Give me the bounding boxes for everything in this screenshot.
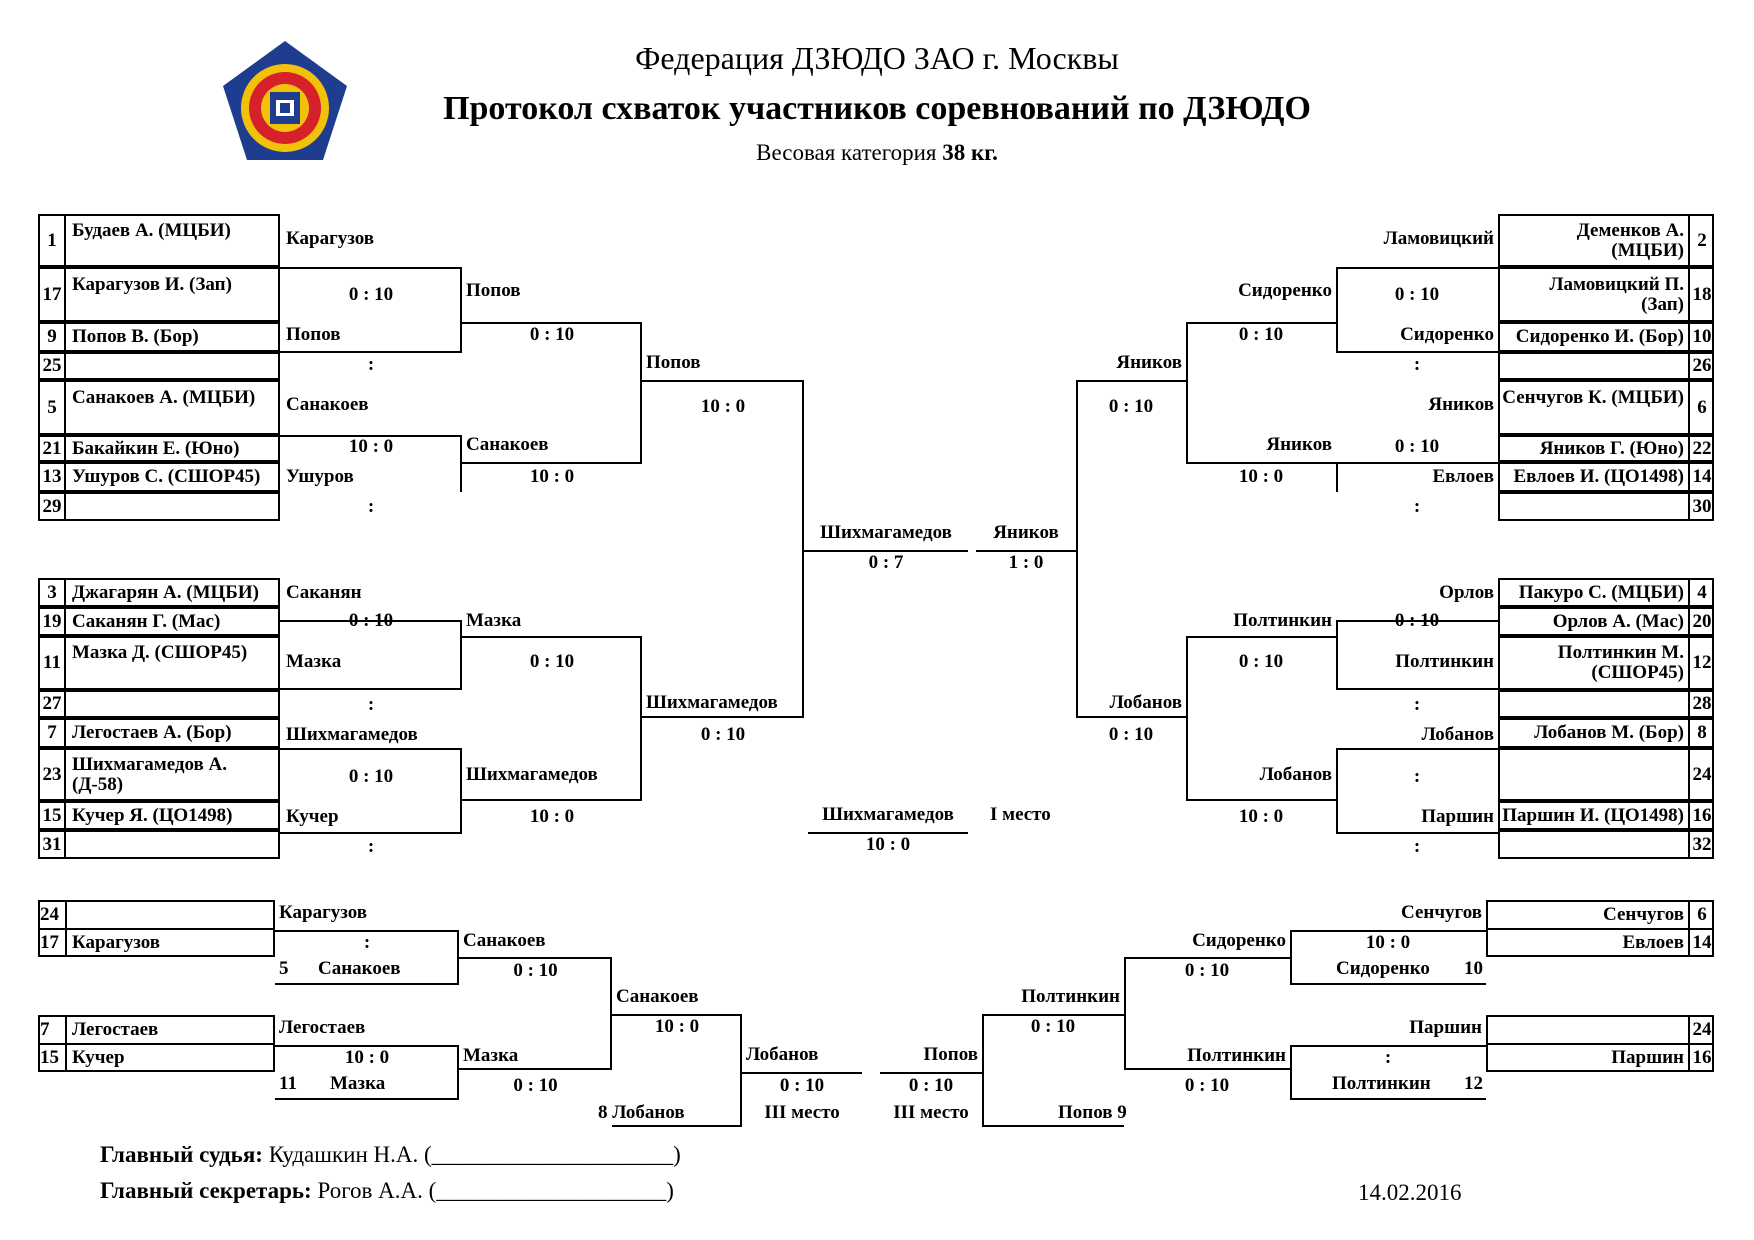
final-score: 10 : 0: [865, 834, 911, 855]
left-r2-score: 10 : 0: [529, 806, 575, 827]
right-r1-winner: Паршин: [1421, 806, 1494, 827]
right-r1-winner: Сидоренко: [1400, 324, 1494, 345]
rep-left-seed-num: 11: [279, 1073, 297, 1094]
right-draw-number: 16: [1692, 804, 1712, 826]
bronze-right-name: Попов: [923, 1044, 978, 1065]
right-draw-number: 28: [1692, 693, 1712, 714]
left-draw-number: 21: [42, 437, 62, 459]
right-draw-name: Ламовицкий П. (Зап): [1549, 273, 1684, 315]
left-draw-name: Шихмагамедов А. (Д-58): [72, 753, 227, 795]
left-r1-score: :: [367, 354, 375, 375]
first-place-label: I место: [990, 804, 1051, 825]
left-r1-score: :: [367, 694, 375, 715]
champion-name: Шихмагамедов: [822, 804, 954, 825]
right-draw-name: Лобанов М. (Бор): [1534, 722, 1684, 743]
chief-judge: [100, 1142, 681, 1168]
left-r1-score: 0 : 10: [348, 610, 394, 631]
left-r3-score: 10 : 0: [700, 396, 746, 417]
left-draw-name: Ушуров С. (СШОР45): [72, 466, 261, 487]
left-r1-winner: Шихмагамедов: [286, 724, 418, 745]
rep-left-seed: Санакоев: [318, 958, 401, 979]
rep-right-score: :: [1384, 1047, 1392, 1068]
right-draw-row: [1498, 352, 1714, 380]
left-draw-number: 7: [47, 722, 57, 743]
right-r2-score: 10 : 0: [1238, 466, 1284, 487]
right-draw-name: Орлов А. (Мас): [1552, 610, 1684, 632]
left-draw-number: 5: [47, 396, 57, 418]
semifinal-right-score: 1 : 0: [1008, 552, 1044, 573]
right-r2-winner: Яников: [1266, 434, 1332, 455]
rep-left-name: Легостаев: [72, 1019, 159, 1040]
left-draw-row: [38, 830, 280, 859]
right-r2-winner: Полтинкин: [1233, 610, 1332, 631]
left-draw-row: [38, 690, 280, 718]
left-draw-number: 23: [42, 763, 62, 785]
semifinal-right-winner: Яников: [993, 522, 1059, 543]
right-r2-score: 10 : 0: [1238, 806, 1284, 827]
federation-name: Федерация ДЗЮДО ЗАО г. Москвы: [635, 40, 1119, 76]
rep-right-seed-num: 10: [1464, 958, 1483, 979]
rep-right-r2-score: 0 : 10: [1184, 960, 1230, 981]
bronze-left-place: III место: [764, 1102, 840, 1123]
right-draw-number: 32: [1692, 833, 1712, 855]
right-draw-number: 18: [1692, 283, 1712, 305]
rep-left-seed8: 8 Лобанов: [598, 1102, 685, 1123]
right-r1-winner: Яников: [1428, 394, 1494, 415]
left-r1-winner: Карагузов: [286, 228, 375, 249]
right-r3-winner: Лобанов: [1109, 692, 1182, 713]
right-draw-number: 26: [1692, 355, 1712, 376]
right-r1-winner: Полтинкин: [1395, 651, 1494, 672]
left-r2-winner: Мазка: [466, 610, 522, 631]
left-r2-winner: Санакоев: [466, 434, 549, 455]
semifinal-left-score: 0 : 7: [868, 552, 904, 573]
left-draw-number: 15: [42, 804, 62, 826]
rep-right-num: 24: [1692, 1019, 1712, 1040]
right-draw-number: 20: [1692, 610, 1712, 632]
rep-right-seed-num: 12: [1464, 1073, 1483, 1094]
left-draw-name: Легостаев А. (Бор): [72, 722, 232, 743]
rep-right-num: 6: [1697, 904, 1707, 925]
rep-right-seed: Сидоренко: [1336, 958, 1430, 979]
left-r1-score: :: [367, 836, 375, 857]
rep-left-r3-score: 10 : 0: [654, 1016, 700, 1037]
rep-left-num: 24: [40, 904, 59, 925]
rep-right-r2-score: 0 : 10: [1184, 1075, 1230, 1096]
left-r3-winner: Попов: [646, 352, 701, 373]
right-draw-number: 30: [1692, 495, 1712, 517]
rep-left-seed-num: 5: [279, 958, 289, 979]
left-r1-winner: Ушуров: [286, 466, 354, 487]
right-draw-number: 8: [1697, 722, 1707, 743]
right-r1-score: 0 : 10: [1394, 610, 1440, 631]
right-r1-winner: Орлов: [1439, 582, 1494, 603]
left-r1-winner: Кучер: [286, 806, 339, 827]
bronze-left-score: 0 : 10: [779, 1075, 825, 1096]
semifinal-left-winner: Шихмагамедов: [820, 522, 952, 543]
right-draw-number: 6: [1697, 396, 1707, 418]
rep-right-winner: Паршин: [1409, 1017, 1482, 1038]
right-draw-row: [1498, 690, 1714, 718]
right-draw-name: Деменков А. (МЦБИ): [1576, 219, 1684, 261]
rep-left-num: 17: [40, 932, 59, 953]
right-draw-name: Паршин И. (ЦО1498): [1502, 804, 1684, 826]
left-r2-winner: Попов: [466, 280, 521, 301]
chief-secretary: [100, 1178, 674, 1204]
right-draw-row: [1498, 748, 1714, 801]
right-draw-number: 14: [1692, 466, 1712, 487]
left-draw-row: [38, 352, 280, 380]
rep-right-r3-score: 0 : 10: [1030, 1016, 1076, 1037]
weight-value: 38 кг.: [942, 140, 998, 165]
right-r2-winner: Лобанов: [1259, 764, 1332, 785]
right-r1-winner: Ламовицкий: [1383, 228, 1494, 249]
left-draw-name: Кучер Я. (ЦО1498): [72, 804, 233, 826]
right-draw-name: Евлоев И. (ЦО1498): [1513, 466, 1684, 487]
right-r2-score: 0 : 10: [1238, 324, 1284, 345]
rep-left-r3: Санакоев: [616, 986, 699, 1007]
left-r1-score: :: [367, 496, 375, 517]
rep-left-name: Карагузов: [72, 932, 161, 953]
left-draw-number: 31: [42, 833, 62, 855]
right-r2-winner: Сидоренко: [1238, 280, 1332, 301]
right-draw-number: 10: [1692, 326, 1712, 347]
left-draw-number: 3: [47, 581, 57, 603]
right-draw-number: 2: [1697, 229, 1707, 251]
left-draw-number: 11: [43, 652, 61, 673]
right-draw-number: 12: [1692, 652, 1712, 673]
rep-left-winner: Карагузов: [279, 902, 368, 923]
right-draw-name: Полтинкин М. (СШОР45): [1557, 642, 1684, 683]
left-r1-score: 10 : 0: [348, 436, 394, 457]
right-r3-winner: Яников: [1116, 352, 1182, 373]
rep-right-score: 10 : 0: [1365, 932, 1411, 953]
rep-right-name: Сенчугов: [1603, 904, 1684, 925]
right-r1-score: :: [1413, 496, 1421, 517]
left-draw-number: 17: [42, 283, 62, 305]
rep-left-score: 10 : 0: [344, 1047, 390, 1068]
left-r3-winner: Шихмагамедов: [646, 692, 778, 713]
bronze-right-score: 0 : 10: [908, 1075, 954, 1096]
left-r2-winner: Шихмагамедов: [466, 764, 598, 785]
left-r1-winner: Попов: [286, 324, 341, 345]
rep-left-num: 7: [40, 1019, 50, 1040]
rep-left-score: :: [363, 932, 371, 953]
bronze-right-place: III место: [893, 1102, 969, 1123]
weight-category: Весовая категория 38 кг.: [756, 140, 998, 165]
right-draw-number: 4: [1697, 581, 1707, 603]
rep-left-name: Кучер: [72, 1047, 125, 1068]
rep-right-num: 16: [1692, 1047, 1712, 1068]
left-r1-winner: Мазка: [286, 651, 342, 672]
rep-left-r2: Мазка: [463, 1045, 519, 1066]
left-draw-number: 29: [42, 495, 62, 517]
left-draw-name: Карагузов И. (Зап): [72, 273, 232, 295]
right-r2-score: 0 : 10: [1238, 651, 1284, 672]
left-draw-name: Будаев А. (МЦБИ): [72, 219, 231, 241]
left-r2-score: 0 : 10: [529, 324, 575, 345]
rep-right-seed9: Попов 9: [1058, 1102, 1127, 1123]
rep-left-r2-score: 0 : 10: [513, 1075, 558, 1096]
rep-right-r2: Сидоренко: [1192, 930, 1286, 951]
protocol-title: Протокол схваток участников соревнований по ДЗЮДО: [443, 90, 1311, 127]
left-draw-number: 19: [42, 610, 62, 632]
rep-left-winner: Легостаев: [279, 1017, 366, 1038]
left-draw-name: Санакоев А. (МЦБИ): [72, 386, 256, 408]
right-draw-number: 24: [1692, 763, 1712, 785]
left-draw-row: [38, 492, 280, 521]
left-r1-score: 0 : 10: [348, 284, 394, 305]
left-r1-winner: Саканян: [286, 582, 362, 603]
right-draw-name: Сидоренко И. (Бор): [1515, 326, 1684, 347]
left-draw-name: Джагарян А. (МЦБИ): [72, 581, 259, 603]
rep-right-winner: Сенчугов: [1401, 902, 1482, 923]
rep-left-seed: Мазка: [330, 1073, 386, 1094]
right-r1-score: 0 : 10: [1394, 284, 1440, 305]
protocol-date: 14.02.2016: [1358, 1180, 1462, 1205]
right-r1-score: :: [1413, 836, 1421, 857]
chief-secretary-label: Главный секретарь:: [100, 1178, 312, 1203]
right-r3-score: 0 : 10: [1108, 396, 1154, 417]
right-r1-winner: Евлоев: [1432, 466, 1494, 487]
right-r1-score: :: [1413, 694, 1421, 715]
left-r1-score: 0 : 10: [348, 766, 394, 787]
left-draw-name: Попов В. (Бор): [72, 326, 199, 347]
right-r1-score: 0 : 10: [1394, 436, 1440, 457]
chief-judge-name: Кудашкин Н.А. (_____________________): [268, 1142, 681, 1167]
left-r1-winner: Санакоев: [286, 394, 369, 415]
bronze-left-name: Лобанов: [746, 1044, 819, 1065]
right-draw-row: [1498, 830, 1714, 859]
left-draw-number: 27: [42, 693, 62, 714]
rep-right-seed: Полтинкин: [1332, 1073, 1431, 1094]
left-draw-number: 9: [47, 326, 57, 347]
left-draw-number: 25: [42, 355, 62, 376]
left-draw-name: Бакайкин Е. (Юно): [72, 437, 240, 459]
rep-left-num: 15: [40, 1047, 59, 1068]
right-r1-score: :: [1413, 354, 1421, 375]
right-draw-name: Сенчугов К. (МЦБИ): [1502, 386, 1684, 408]
right-r1-winner: Лобанов: [1421, 724, 1494, 745]
rep-right-name: Паршин: [1611, 1047, 1684, 1068]
rep-right-r2: Полтинкин: [1187, 1045, 1286, 1066]
chief-secretary-name: Рогов А.А. (____________________): [317, 1178, 674, 1203]
right-draw-number: 22: [1692, 437, 1712, 459]
left-draw-name: Саканян Г. (Мас): [72, 610, 221, 632]
chief-judge-label: Главный судья:: [100, 1142, 263, 1167]
left-draw-name: Мазка Д. (СШОР45): [72, 642, 248, 663]
left-r2-score: 10 : 0: [529, 466, 575, 487]
rep-right-num: 14: [1692, 932, 1712, 953]
left-draw-number: 13: [42, 466, 62, 487]
left-draw-number: 1: [47, 229, 57, 251]
right-draw-name: Пакуро С. (МЦБИ): [1518, 581, 1684, 603]
left-r3-score: 0 : 10: [700, 724, 746, 745]
right-draw-row: [1498, 492, 1714, 521]
rep-right-r3: Полтинкин: [1021, 986, 1120, 1007]
right-draw-name: Яников Г. (Юно): [1539, 437, 1684, 459]
right-r3-score: 0 : 10: [1108, 724, 1154, 745]
rep-right-name: Евлоев: [1622, 932, 1684, 953]
right-r1-score: :: [1413, 766, 1421, 787]
left-r2-score: 0 : 10: [529, 651, 575, 672]
rep-left-r2: Санакоев: [463, 930, 546, 951]
rep-left-r2-score: 0 : 10: [513, 960, 558, 981]
